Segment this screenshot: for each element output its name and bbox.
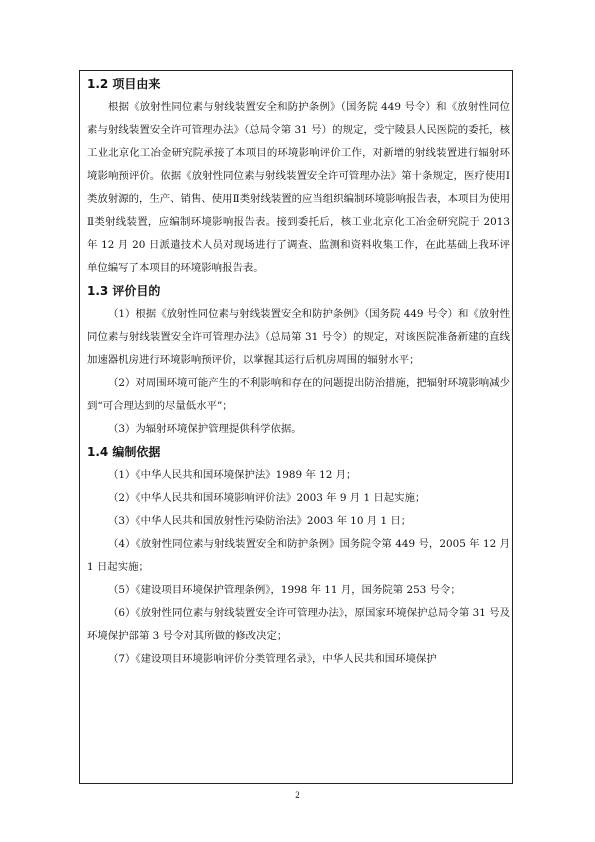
list-item: （6）《放射性同位素与射线装置安全许可管理办法》，原国家环境保护总局令第 31 号及环境保护部第 3 号令对其所做的修改决定； <box>87 607 510 642</box>
list-item: （2）《中华人民共和国环境影响评价法》2003 年 9 月 1 日起实施； <box>108 492 426 504</box>
section-heading-1-3: 1.3 评价目的 <box>87 284 161 298</box>
section-heading-1-4: 1.4 编制依据 <box>87 445 161 459</box>
section-heading-1-2: 1.2 项目由来 <box>87 77 161 91</box>
section-1-2-paragraph: 根据《放射性同位素与射线装置安全和防护条例》（国务院 449 号令）和《放射性同位素与射线装置安全许可管理办法》（总局令第 31 号）的规定，受宁陵县人民医院的委托，核工业北京化工冶金研究院承接了本项目的环境影响评价工作，对新增的射线装置进行辐射环境影响预评价。依据《放射性同位素与射线装置安全许可管理办法》第十条规定，医疗使用Ⅰ类放射源的，生产、销售、使用Ⅱ类射线装置的应当组织编制环境影响报告表，本项目为使用Ⅱ类射线装置，应编制环境影响报告表。接到委托后，核工业北京化工冶金研究院于 2013 年 12 月 20 日派遣技术人员对现场进行了调查、监测和资料收集工作，在此基础上我环评单位编写了本项目的环境影响报告表。 <box>87 101 510 274</box>
list-item: （3）为辐射环境保护管理提供科学依据。 <box>108 423 302 435</box>
list-item: （5）《建设项目环境保护管理条例》，1998 年 11 月，国务院第 253 号令； <box>108 584 461 596</box>
document-body <box>87 73 510 671</box>
list-item: （1）《中华人民共和国环境保护法》1989 年 12 月； <box>108 469 357 481</box>
page-number: 2 <box>295 790 300 800</box>
list-item: （2）对周围环境可能产生的不利影响和存在的问题提出防治措施，把辐射环境影响减少到“可合理达到的尽量低水平”； <box>87 377 510 412</box>
list-item: （7）《建设项目环境影响评价分类管理名录》，中华人民共和国环境保护 <box>108 653 437 665</box>
list-item: （4）《放射性同位素与射线装置安全和防护条例》国务院令第 449 号，2005 年 12 月 1 日起实施； <box>87 538 510 573</box>
list-item: （3）《中华人民共和国放射性污染防治法》2003 年 10 月 1 日； <box>108 515 412 527</box>
list-item: （1）根据《放射性同位素与射线装置安全和防护条例》（国务院 449 号令）和《放射性同位素与射线装置安全许可管理办法》（总局第 31 号令）的规定，对该医院准备新建的直线加速器机房进行环境影响预评价，以掌握其运行后机房周围的辐射水平； <box>87 308 510 366</box>
